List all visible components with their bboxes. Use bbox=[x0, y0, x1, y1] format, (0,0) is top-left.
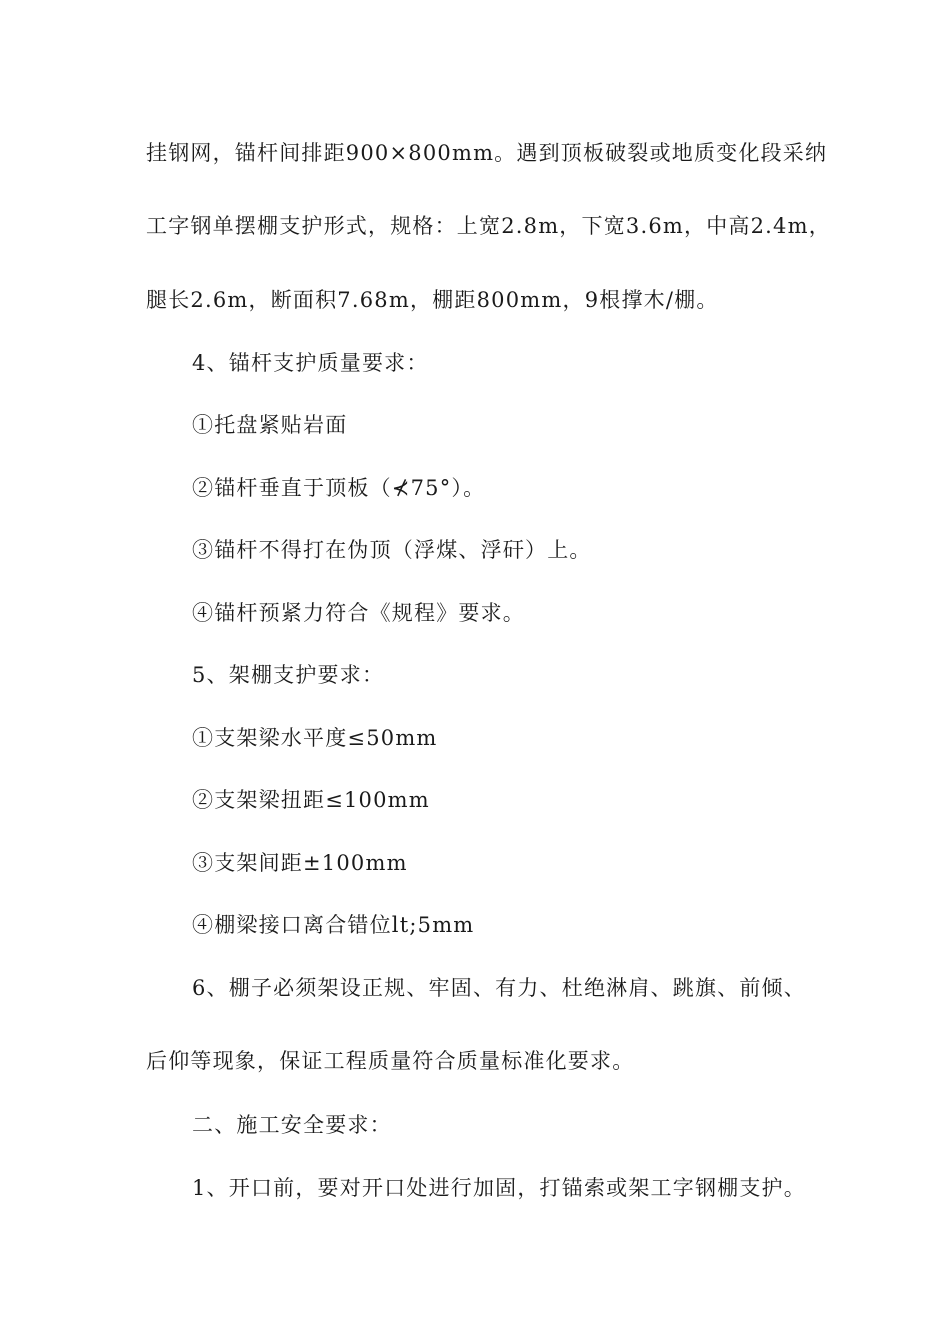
list-item-anchor-2: ②锚杆垂直于顶板（⊀75°）。 bbox=[192, 476, 486, 500]
paragraph-line-2: 工字钢单摆棚支护形式，规格：上宽2.8m，下宽3.6m，中高2.4m， bbox=[146, 214, 831, 238]
section-heading-anchor-quality: 4、锚杆支护质量要求： bbox=[192, 351, 429, 375]
list-item-anchor-4: ④锚杆预紧力符合《规程》要求。 bbox=[192, 601, 525, 625]
list-item-shed-2: ②支架梁扭距≤100mm bbox=[192, 788, 430, 812]
list-item-shed-4: ④棚梁接口离合错位lt;5mm bbox=[192, 913, 475, 937]
paragraph-line-3: 腿长2.6m，断面积7.68m，棚距800mm，9根撑木/棚。 bbox=[146, 288, 719, 312]
section-heading-shed-support: 5、架棚支护要求： bbox=[192, 663, 385, 687]
list-item-anchor-3: ③锚杆不得打在伪顶（浮煤、浮矸）上。 bbox=[192, 538, 592, 562]
section-heading-safety: 二、施工安全要求： bbox=[192, 1113, 392, 1137]
list-item-anchor-1: ①托盘紧贴岩面 bbox=[192, 413, 348, 437]
paragraph-safety-item-1: 1、开口前，要对开口处进行加固，打锚索或架工字钢棚支护。 bbox=[192, 1176, 806, 1200]
list-item-shed-3: ③支架间距±100mm bbox=[192, 851, 408, 875]
paragraph-item-6-line-1: 6、棚子必须架设正规、牢固、有力、杜绝淋肩、跳旗、前倾、 bbox=[192, 976, 806, 1000]
paragraph-item-6-line-2: 后仰等现象，保证工程质量符合质量标准化要求。 bbox=[146, 1049, 635, 1073]
paragraph-line-1: 挂钢网，锚杆间排距900×800mm。遇到顶板破裂或地质变化段采纳 bbox=[146, 141, 828, 165]
list-item-shed-1: ①支架梁水平度≤50mm bbox=[192, 726, 438, 750]
